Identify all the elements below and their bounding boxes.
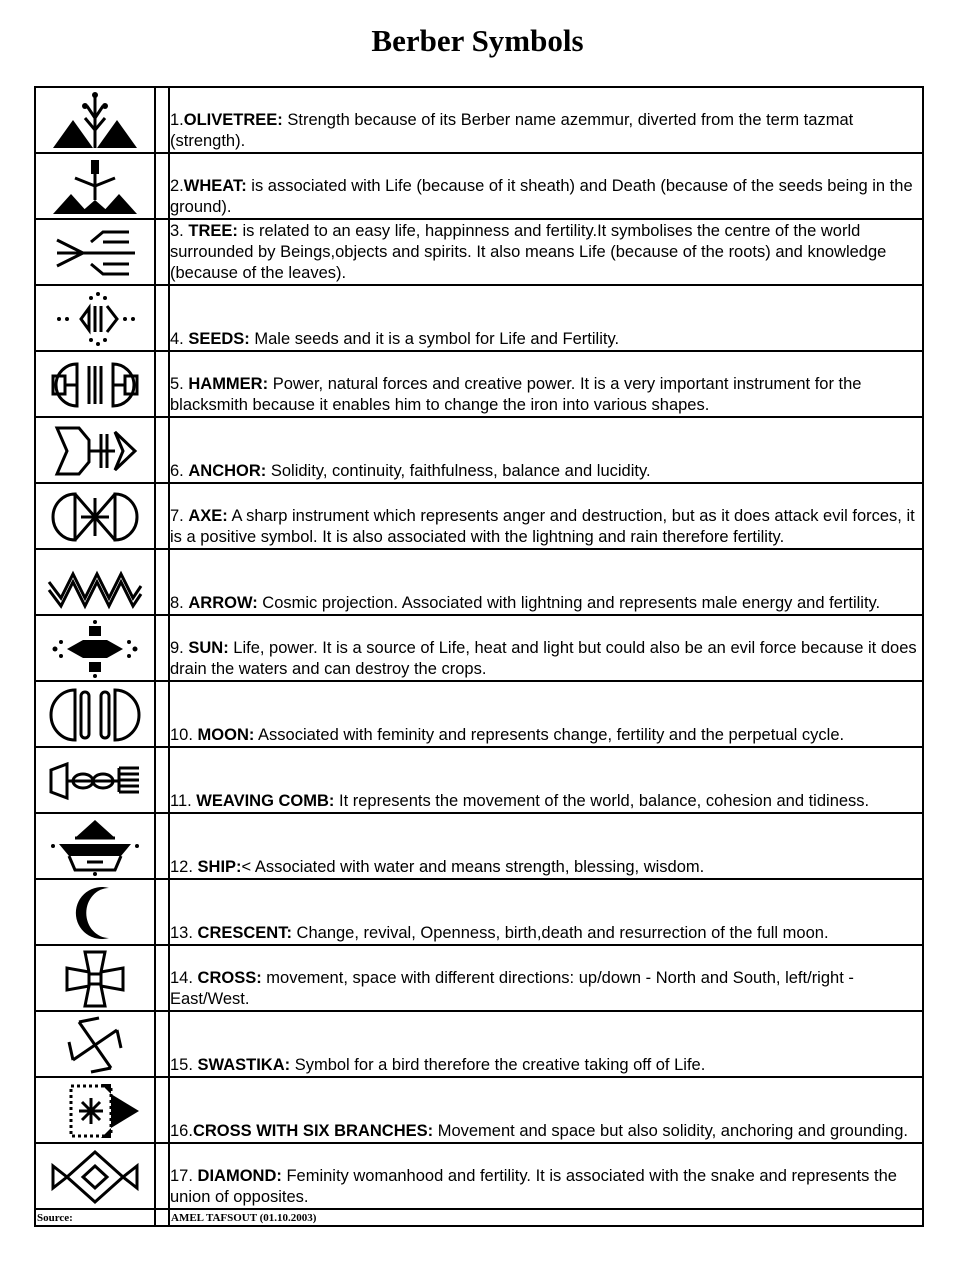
- symbol-description: 6. ANCHOR: Solidity, continuity, faithfulness, balance and lucidity.: [169, 417, 923, 483]
- symbol-cell: [35, 219, 155, 285]
- table-row: [35, 615, 923, 681]
- symbol-name: MOON:: [197, 726, 255, 744]
- hammer-icon: [45, 354, 145, 416]
- source-value: AMEL TAFSOUT (01.10.2003): [169, 1209, 923, 1226]
- table-row: [35, 219, 923, 285]
- table-row: [35, 351, 923, 417]
- axe-icon: [45, 486, 145, 548]
- symbol-name: CROSS WITH SIX BRANCHES:: [192, 1122, 434, 1140]
- symbol-cell: [35, 1143, 155, 1209]
- symbol-cell: [35, 351, 155, 417]
- symbol-description: 13. CRESCENT: Change, revival, Openness, birth,death and resurrection of the full moon.: [169, 879, 923, 945]
- symbol-name: SEEDS:: [188, 330, 250, 348]
- symbol-cell: [35, 1077, 155, 1143]
- source-row: [35, 1209, 923, 1226]
- symbol-name: ARROW:: [188, 594, 258, 612]
- sun-icon: [45, 618, 145, 680]
- symbol-name: AXE:: [188, 507, 228, 525]
- symbol-description: 4. SEEDS: Male seeds and it is a symbol for Life and Fertility.: [169, 285, 923, 351]
- symbol-description: 1.OLIVETREE: Strength because of its Berber name azemmur, diverted from the term tazmat (strength).: [169, 87, 923, 153]
- symbol-cell: [35, 153, 155, 219]
- table-row: [35, 285, 923, 351]
- table-row: [35, 1011, 923, 1077]
- anchor-icon: [45, 420, 145, 482]
- symbol-description: 12. SHIP:< Associated with water and means strength, blessing, wisdom.: [169, 813, 923, 879]
- symbol-name: CRESCENT:: [197, 924, 292, 942]
- symbol-cell: [35, 615, 155, 681]
- symbol-cell: [35, 879, 155, 945]
- symbol-description: 16.CROSS WITH SIX BRANCHES: Movement and space but also solidity, anchoring and grounding.: [169, 1077, 923, 1143]
- symbol-description: 3. TREE: is related to an easy life, happinness and fertility.It symbolises the centre of the world surrounded by Beings,objects and spirits. It also means Life (because of the roots) and knowledge (because of the leaves).: [169, 219, 923, 285]
- symbol-description: 11. WEAVING COMB: It represents the movement of the world, balance, cohesion and tidiness.: [169, 747, 923, 813]
- cross-icon: [45, 948, 145, 1010]
- symbol-description: 10. MOON: Associated with feminity and represents change, fertility and the perpetual cycle.: [169, 681, 923, 747]
- symbol-cell: [35, 681, 155, 747]
- symbol-description: 8. ARROW: Cosmic projection. Associated with lightning and represents male energy and fertility.: [169, 549, 923, 615]
- symbol-description: 14. CROSS: movement, space with different directions: up/down - North and South, left/right -East/West.: [169, 945, 923, 1011]
- symbol-cell: [35, 813, 155, 879]
- symbol-name: WHEAT:: [183, 177, 247, 195]
- symbol-cell: [35, 747, 155, 813]
- symbol-name: ANCHOR:: [188, 462, 267, 480]
- symbol-cell: [35, 417, 155, 483]
- table-row: [35, 681, 923, 747]
- symbol-description: 17. DIAMOND: Feminity womanhood and fertility. It is associated with the snake and represents the union of opposites.: [169, 1143, 923, 1209]
- symbol-name: DIAMOND:: [197, 1167, 282, 1185]
- symbol-cell: [35, 549, 155, 615]
- wheat-icon: [45, 156, 145, 218]
- symbol-cell: [35, 87, 155, 153]
- symbol-description: 9. SUN: Life, power. It is a source of Life, heat and light but could also be an evil force because it does drain the waters and can destroy the crops.: [169, 615, 923, 681]
- table-row: [35, 153, 923, 219]
- table-row: [35, 879, 923, 945]
- tree-icon: [45, 222, 145, 284]
- symbols-table: [34, 86, 924, 1227]
- arrow-icon: [45, 552, 145, 614]
- symbol-description: 15. SWASTIKA: Symbol for a bird therefore the creative taking off of Life.: [169, 1011, 923, 1077]
- table-row: [35, 747, 923, 813]
- symbol-name: SUN:: [188, 639, 229, 657]
- symbol-name: TREE:: [188, 222, 238, 240]
- symbol-cell: [35, 285, 155, 351]
- seeds-icon: [45, 288, 145, 350]
- symbol-name: SHIP:: [197, 858, 242, 876]
- table-row: [35, 1143, 923, 1209]
- symbol-cell: [35, 1011, 155, 1077]
- table-row: [35, 417, 923, 483]
- symbol-name: CROSS:: [197, 969, 262, 987]
- symbol-name: SWASTIKA:: [197, 1056, 291, 1074]
- table-row: [35, 813, 923, 879]
- moon-icon: [45, 684, 145, 746]
- table-row: [35, 87, 923, 153]
- diamond-icon: [45, 1146, 145, 1208]
- table-row: [35, 945, 923, 1011]
- table-row: [35, 1077, 923, 1143]
- symbol-cell: [35, 945, 155, 1011]
- table-row: [35, 483, 923, 549]
- six-branch-cross-icon: [45, 1080, 145, 1142]
- symbol-name: OLIVETREE:: [183, 111, 283, 129]
- ship-icon: [45, 816, 145, 878]
- swastika-icon: [45, 1014, 145, 1076]
- page-title: Berber Symbols: [371, 23, 584, 58]
- table-row: [35, 549, 923, 615]
- weaving-comb-icon: [45, 750, 145, 812]
- symbol-name: HAMMER:: [188, 375, 269, 393]
- symbol-cell: [35, 483, 155, 549]
- crescent-icon: [45, 882, 145, 944]
- symbol-description: 7. AXE: A sharp instrument which represents anger and destruction, but as it does attack evil forces, it is a positive symbol. It is also associated with the lightning and rain therefore fertility.: [169, 483, 923, 549]
- symbol-description: 2.WHEAT: is associated with Life (because of it sheath) and Death (because of the seeds being in the ground).: [169, 153, 923, 219]
- source-label: Source:: [35, 1209, 155, 1226]
- symbol-description: 5. HAMMER: Power, natural forces and creative power. It is a very important instrument for the blacksmith because it enables him to change the iron into various shapes.: [169, 351, 923, 417]
- symbol-name: WEAVING COMB:: [196, 792, 335, 810]
- olive-tree-icon: [45, 90, 145, 152]
